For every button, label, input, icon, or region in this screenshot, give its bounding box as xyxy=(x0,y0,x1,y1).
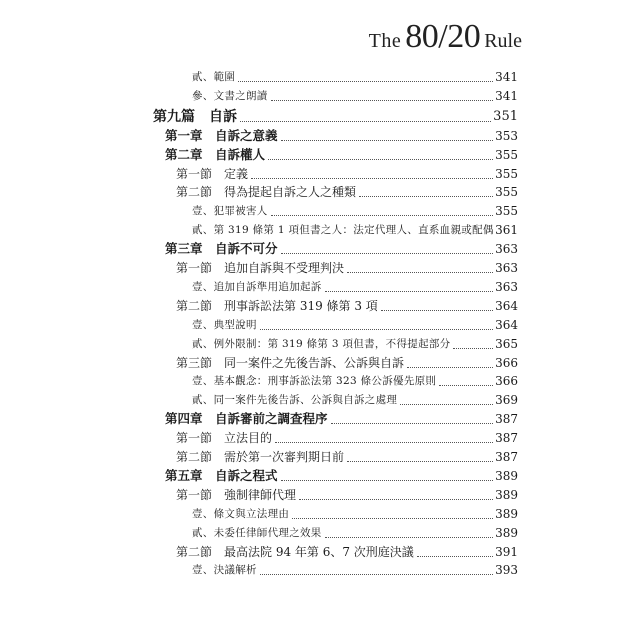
dot-leader xyxy=(271,215,493,216)
toc-entry-page: 355 xyxy=(495,147,518,162)
dot-leader xyxy=(281,480,493,481)
toc-entry-title: 貳、範圍 xyxy=(192,71,236,83)
toc-entry-title: 第四章 自訴審前之調查程序 xyxy=(165,411,328,427)
toc-entry-page: 355 xyxy=(495,185,518,200)
toc-entry xyxy=(0,409,640,429)
toc-entry xyxy=(0,353,640,373)
toc-entry-title: 壹、追加自訴準用追加起訴 xyxy=(192,280,322,293)
dot-leader xyxy=(331,423,493,424)
dot-leader xyxy=(251,178,493,179)
toc-entry-title: 貳、例外限制：第 319 條第 3 項但書，不得提起部分 xyxy=(192,337,451,350)
dot-leader xyxy=(281,140,493,141)
toc-entry-page: 363 xyxy=(495,261,518,275)
dot-leader xyxy=(400,404,493,405)
toc-entry xyxy=(0,182,640,202)
toc-entry-title: 貳、未委任律師代理之效果 xyxy=(192,526,322,539)
toc-entry xyxy=(0,485,640,505)
toc-entry xyxy=(0,428,640,448)
toc-entry xyxy=(0,107,640,127)
dot-leader xyxy=(240,121,491,122)
toc-entry xyxy=(0,315,640,335)
toc-entry xyxy=(0,86,640,106)
toc-entry-page: 353 xyxy=(495,128,518,143)
toc-entry-page: 387 xyxy=(495,412,518,427)
dot-leader xyxy=(268,159,493,160)
toc-entry-title: 第二節 需於第一次審判期日前 xyxy=(176,450,345,464)
toc-entry-title: 壹、犯罪被害人 xyxy=(192,205,268,218)
dot-leader xyxy=(299,499,493,500)
toc-entry xyxy=(0,523,640,543)
toc-entry-page: 389 xyxy=(495,506,518,521)
dot-leader xyxy=(292,518,493,519)
toc-entry-page: 355 xyxy=(495,204,518,219)
toc-entry-title: 壹、基本觀念：刑事訴訟法第 323 條公訴優先原則 xyxy=(192,375,437,388)
dot-leader xyxy=(281,253,493,254)
dot-leader xyxy=(260,329,493,330)
brand-the: The xyxy=(368,30,402,52)
toc-entry-page: 341 xyxy=(495,88,518,103)
toc-entry xyxy=(0,145,640,165)
toc-entry-title: 第一節 定義 xyxy=(176,166,249,181)
brand-number: 80/20 xyxy=(405,18,481,55)
toc-entry-title: 第九篇 自訴 xyxy=(153,108,237,125)
toc-entry-page: 351 xyxy=(493,108,518,124)
toc-entry xyxy=(0,258,640,278)
dot-leader xyxy=(325,291,493,292)
toc-entry-page: 389 xyxy=(495,525,518,540)
toc-entry-title: 參、文書之朗讀 xyxy=(192,89,268,102)
toc-entry-page: 364 xyxy=(495,317,518,332)
dot-leader xyxy=(417,556,493,557)
toc-entry-page: 355 xyxy=(495,166,518,181)
dot-leader xyxy=(260,574,493,575)
toc-entry-title: 第三節 同一案件之先後告訴、公訴與自訴 xyxy=(176,355,405,370)
dot-leader xyxy=(347,461,493,462)
dot-leader xyxy=(271,100,493,101)
toc-entry-page: 366 xyxy=(495,355,518,370)
toc-entry-title: 第一章 自訴之意義 xyxy=(165,127,278,143)
toc-entry-page: 361 xyxy=(495,223,518,238)
dot-leader xyxy=(275,442,493,443)
toc-entry-title: 第二章 自訴權人 xyxy=(165,146,266,162)
toc-entry-title: 第一節 追加自訴與不受理判決 xyxy=(176,261,345,275)
toc-entry-page: 391 xyxy=(495,544,518,559)
toc-entry-page: 369 xyxy=(495,393,518,408)
dot-leader xyxy=(238,81,493,82)
toc-entry-title: 壹、條文與立法理由 xyxy=(192,507,290,520)
toc-entry xyxy=(0,447,640,467)
toc-entry-title: 第五章 自訴之程式 xyxy=(165,467,278,483)
toc-entry-page: 366 xyxy=(495,374,518,389)
toc-entry-page: 363 xyxy=(495,242,518,257)
toc-entry xyxy=(0,164,640,184)
toc-entry-title: 第二節 刑事訴訟法第 319 條第 3 項 xyxy=(176,298,378,313)
toc-entry xyxy=(0,67,640,87)
toc-entry-page: 387 xyxy=(495,450,518,464)
toc-entry-page: 387 xyxy=(495,431,518,446)
toc-entry-page: 363 xyxy=(495,279,518,294)
dot-leader xyxy=(381,310,493,311)
toc-entry-title: 第一節 強制律師代理 xyxy=(176,487,297,502)
toc-entry-page: 364 xyxy=(495,298,518,313)
toc-entry-title: 貳、第 319 條第 1 項但書之人：法定代理人、直系血親或配偶 xyxy=(192,224,494,237)
toc-entry xyxy=(0,277,640,297)
toc-entry xyxy=(0,390,640,410)
toc-entry-title: 壹、典型說明 xyxy=(192,318,257,331)
brand-rule: Rule xyxy=(484,30,522,52)
dot-leader xyxy=(347,272,493,273)
toc-entry-title: 第二節 最高法院 94 年第 6、7 次刑庭決議 xyxy=(176,544,414,559)
toc-entry xyxy=(0,220,640,240)
dot-leader xyxy=(439,385,493,386)
toc-entry xyxy=(0,239,640,259)
toc-entry-title: 第二節 得為提起自訴之人之種類 xyxy=(176,185,357,200)
dot-leader xyxy=(325,537,493,538)
brand-logo xyxy=(369,18,522,56)
dot-leader xyxy=(407,367,493,368)
toc-entry xyxy=(0,126,640,146)
toc-entry xyxy=(0,296,640,316)
toc-entry xyxy=(0,466,640,486)
toc-entry-title: 第一節 立法目的 xyxy=(176,431,273,446)
toc-entry xyxy=(0,542,640,562)
toc-entry-title: 壹、決議解析 xyxy=(192,564,257,577)
toc-entry-title: 貳、同一案件先後告訴、公訴與自訴之處理 xyxy=(192,394,398,407)
toc-entry xyxy=(0,504,640,524)
toc-entry-page: 389 xyxy=(495,468,518,483)
toc-entry-title: 第三章 自訴不可分 xyxy=(165,241,278,257)
toc-entry xyxy=(0,334,640,354)
toc-entry xyxy=(0,371,640,391)
toc-entry xyxy=(0,201,640,221)
toc-entry-page: 389 xyxy=(495,487,518,502)
toc-entry xyxy=(0,560,640,580)
toc-entry-page: 341 xyxy=(495,70,518,84)
dot-leader xyxy=(453,348,493,349)
toc-entry-page: 365 xyxy=(495,336,518,351)
toc-entry-page: 393 xyxy=(495,563,518,578)
dot-leader xyxy=(359,196,493,197)
